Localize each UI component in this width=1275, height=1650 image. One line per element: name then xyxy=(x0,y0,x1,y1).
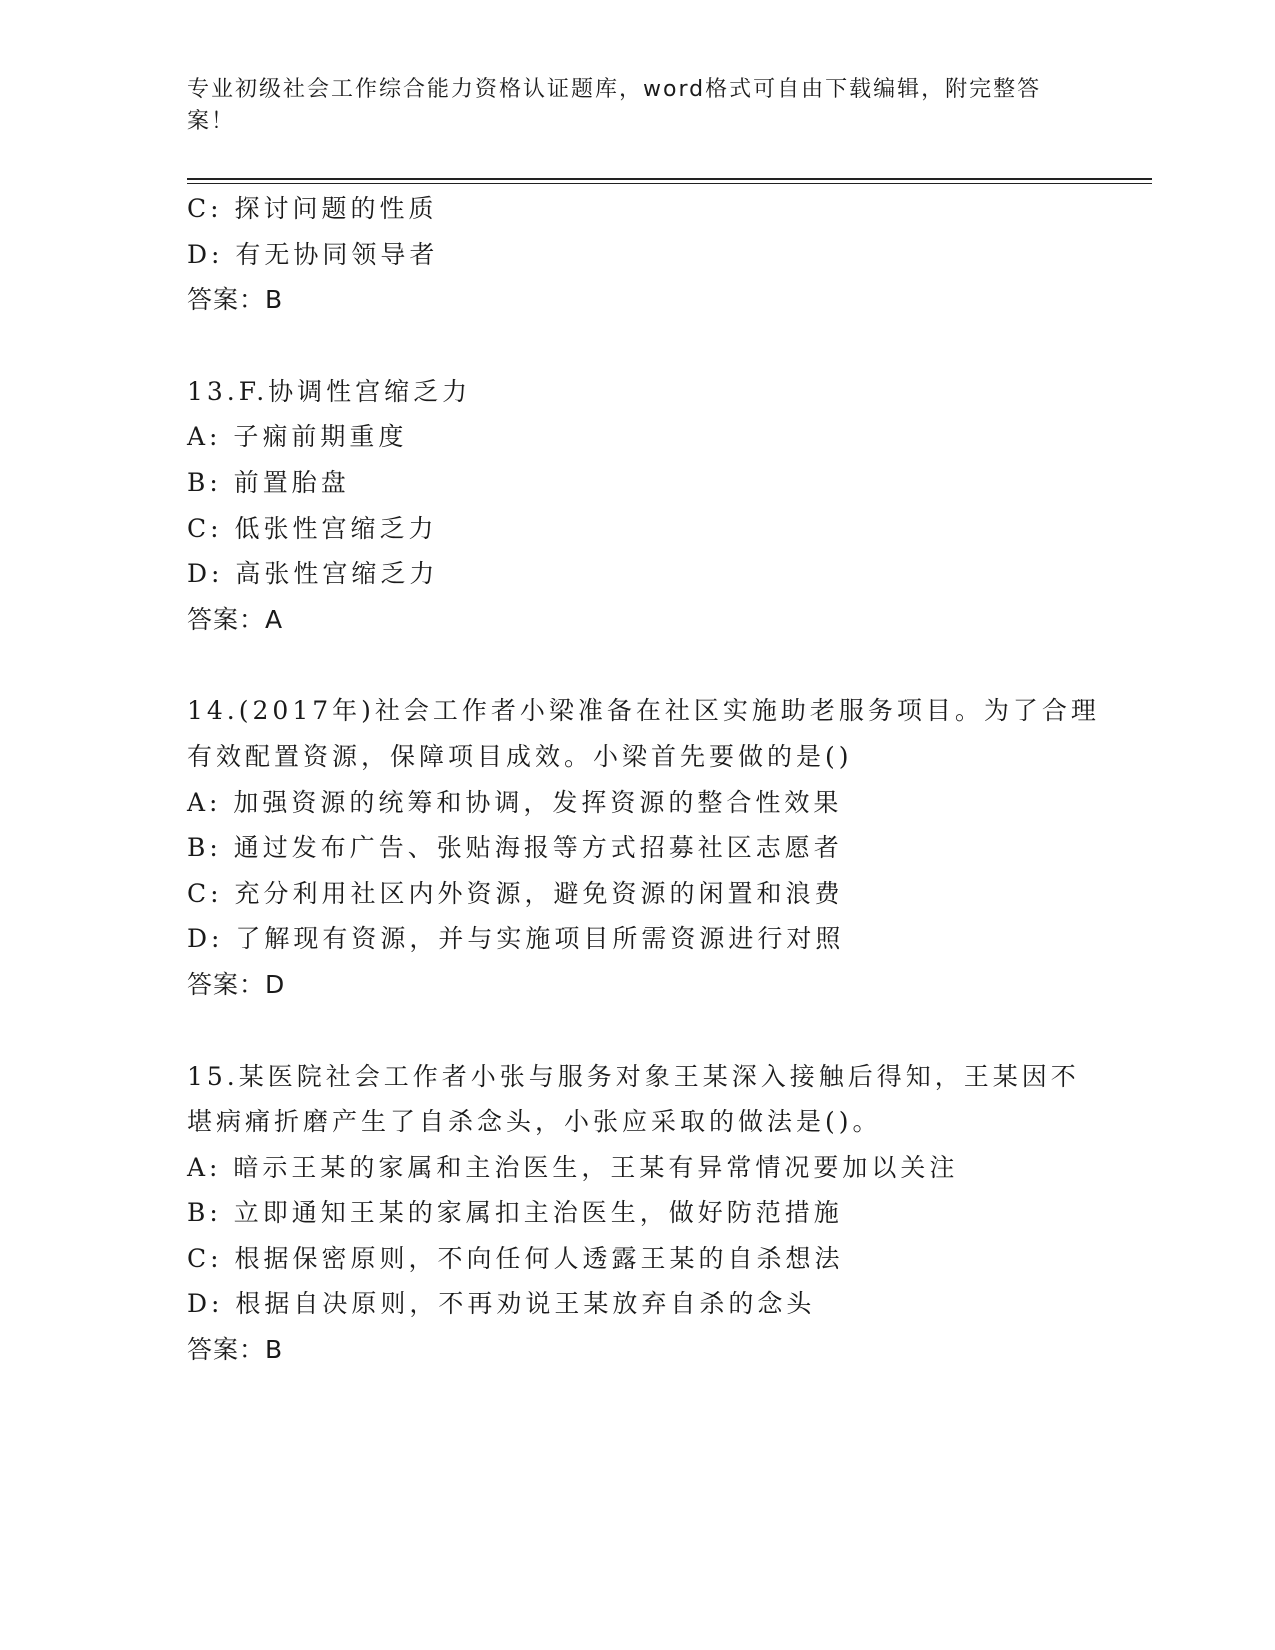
option-a: A: 暗示王某的家属和主治医生，王某有异常情况要加以关注 xyxy=(187,1152,959,1182)
answer-line: 答案：B xyxy=(187,285,284,315)
question-block-14 xyxy=(187,688,1107,1007)
document-header: 专业初级社会工作综合能力资格认证题库，word格式可自由下载编辑，附完整答案！ xyxy=(187,77,1042,134)
question-stem-line-2: 有效配置资源，保障项目成效。小梁首先要做的是() xyxy=(187,741,853,771)
spacer xyxy=(187,323,1107,369)
option-a: A: 加强资源的统筹和协调，发挥资源的整合性效果 xyxy=(187,787,843,817)
spacer xyxy=(187,1008,1107,1054)
option-d: D: 高张性宫缩乏力 xyxy=(187,559,439,589)
option-b: B: 立即通知王某的家属扣主治医生，做好防范措施 xyxy=(187,1198,843,1228)
answer-line: 答案：B xyxy=(187,1335,284,1365)
option-c: C: 低张性宫缩乏力 xyxy=(187,513,438,543)
option-d: D: 根据自决原则，不再劝说王某放弃自杀的念头 xyxy=(187,1289,816,1319)
question-stem: 13.F.协调性宫缩乏力 xyxy=(187,376,472,406)
question-stem-line-1: 14.(2017年)社会工作者小梁准备在社区实施助老服务项目。为了合理 xyxy=(187,696,1100,726)
option-c: C: 充分利用社区内外资源，避免资源的闲置和浪费 xyxy=(187,878,844,908)
header-divider-thin xyxy=(187,183,1152,184)
spacer xyxy=(187,642,1107,688)
option-c: C: 根据保密原则，不向任何人透露王某的自杀想法 xyxy=(187,1243,844,1273)
option-d: D: 有无协同领导者 xyxy=(187,239,439,269)
question-block-prev xyxy=(187,186,1107,323)
option-b: B: 前置胎盘 xyxy=(187,467,350,497)
answer-line: 答案：D xyxy=(187,969,286,999)
question-stem-line-2: 堪病痛折磨产生了自杀念头，小张应采取的做法是()。 xyxy=(187,1107,882,1137)
option-c: C: 探讨问题的性质 xyxy=(187,194,438,223)
header-divider-thick xyxy=(187,178,1152,180)
option-d: D: 了解现有资源，并与实施项目所需资源进行对照 xyxy=(187,924,845,954)
question-stem-line-1: 15.某医院社会工作者小张与服务对象王某深入接触后得知，王某因不 xyxy=(187,1061,1080,1091)
question-list xyxy=(187,186,1107,1373)
question-block-15 xyxy=(187,1054,1107,1373)
option-b: B: 通过发布广告、张贴海报等方式招募社区志愿者 xyxy=(187,833,843,863)
option-a: A: 子痫前期重度 xyxy=(187,422,408,452)
question-block-13 xyxy=(187,369,1107,643)
answer-line: 答案：A xyxy=(187,604,284,634)
